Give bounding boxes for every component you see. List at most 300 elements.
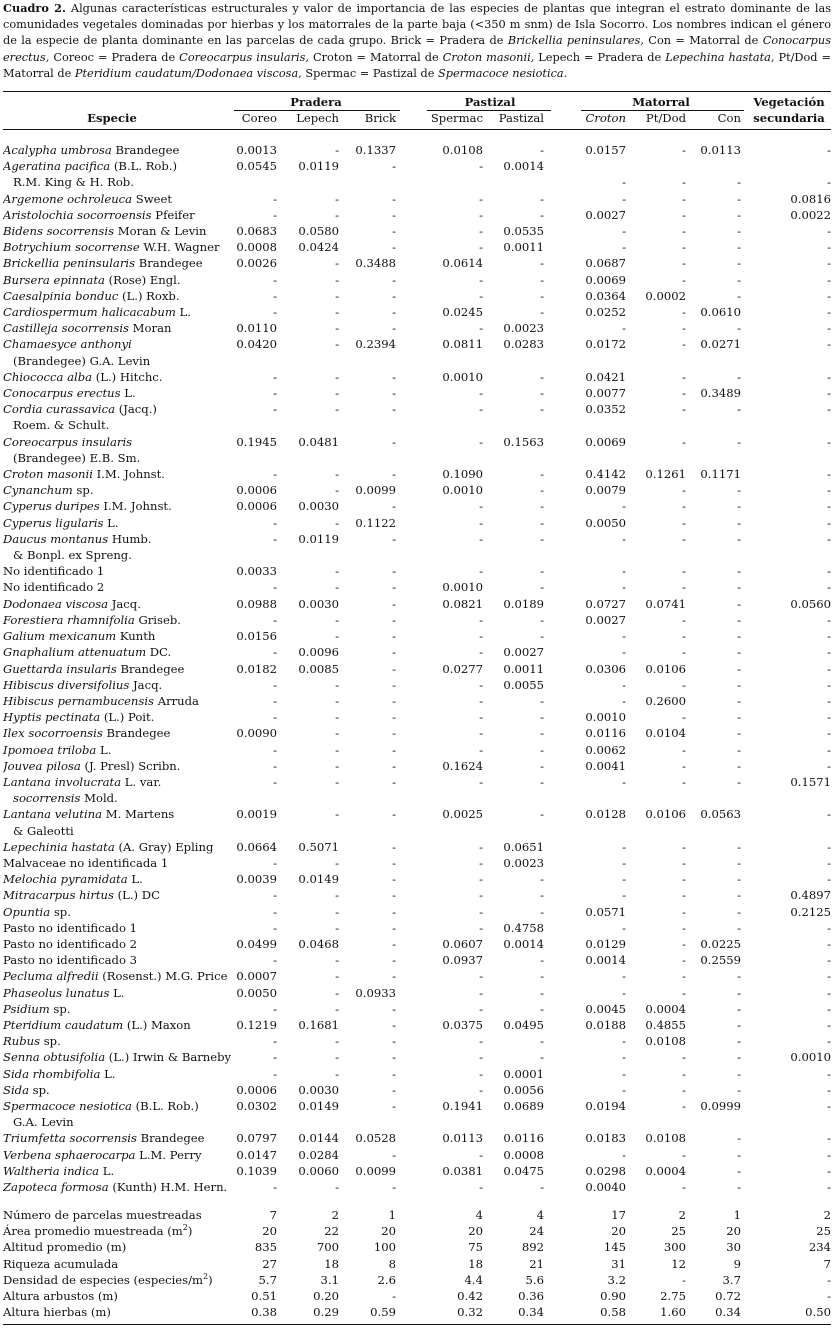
header-col-ptdod: Pt/Dod (645, 111, 686, 125)
summary-label-end: ) (187, 1224, 193, 1239)
value-cell: - (737, 693, 741, 708)
value-cell: 0.0610 (700, 305, 741, 320)
value-cell: - (622, 240, 626, 255)
table-row (3, 742, 831, 758)
value-cell: 0.0106 (645, 807, 686, 822)
value-cell: - (479, 985, 483, 1000)
species-genus: Gnaphalium attenuatum (3, 645, 147, 660)
empty-cell (235, 417, 277, 433)
value-cell: 0.0283 (503, 337, 544, 352)
value-cell: - (540, 742, 544, 757)
summary-value: 12 (671, 1256, 686, 1271)
species-authority: (L.) Maxon (123, 1017, 191, 1032)
value-cell: - (392, 920, 396, 935)
empty-cell (741, 353, 831, 369)
species-genus: Chiococca alba (3, 369, 93, 384)
value-cell: - (827, 969, 831, 984)
value-cell: - (622, 191, 626, 206)
species-genus: Galium mexicanum (3, 629, 117, 644)
caption-segment: Conocarpus erectus, (3, 34, 831, 64)
value-cell: 0.2125 (790, 904, 831, 919)
summary-label-sup: 2 (203, 1271, 209, 1281)
summary-value: - (682, 1272, 686, 1287)
species-name-continuation (3, 547, 235, 563)
species-authority: sp. (50, 904, 71, 919)
value-cell: - (479, 742, 483, 757)
species-name (3, 207, 235, 223)
table-row (3, 304, 831, 320)
value-cell: - (392, 272, 396, 287)
summary-value: 25 (671, 1224, 686, 1239)
empty-cell (741, 547, 831, 563)
value-cell (396, 174, 483, 190)
value-cell: - (682, 483, 686, 498)
value-cell: 0.0988 (236, 596, 277, 611)
species-authority: L. (96, 742, 112, 757)
value-cell: - (827, 564, 831, 579)
value-cell: - (479, 710, 483, 725)
value-cell: 0.0045 (585, 1001, 626, 1016)
table-row (3, 385, 831, 401)
value-cell: 0.0106 (645, 661, 686, 676)
value-cell: - (682, 207, 686, 222)
value-cell: - (479, 612, 483, 627)
empty-cell (277, 547, 339, 563)
value-cell: - (622, 629, 626, 644)
caption-segment: Coreocarpus insularis, (179, 50, 309, 64)
species-name (3, 531, 235, 547)
table-row (3, 920, 831, 936)
value-cell: 0.0096 (298, 645, 339, 660)
summary-value: 2 (823, 1208, 831, 1222)
value-cell: - (540, 288, 544, 303)
value-cell: - (335, 369, 339, 384)
value-cell: 0.0183 (585, 1131, 626, 1146)
species-name (3, 1082, 235, 1098)
species-authority: L. var. (121, 774, 162, 789)
value-cell: - (540, 256, 544, 271)
value-cell: - (479, 629, 483, 644)
value-cell: - (335, 985, 339, 1000)
value-cell: - (827, 807, 831, 822)
value-cell: 0.0025 (442, 807, 483, 822)
value-cell: - (622, 872, 626, 887)
value-cell: 0.0381 (442, 1163, 483, 1178)
species-authority: L. (175, 305, 191, 320)
value-cell: - (540, 807, 544, 822)
value-cell: - (682, 774, 686, 789)
value-cell: - (827, 1098, 831, 1113)
value-cell: - (392, 531, 396, 546)
summary-label-text: Riqueza acumulada (3, 1256, 119, 1271)
value-cell: - (622, 224, 626, 239)
value-cell: - (335, 904, 339, 919)
value-cell: - (273, 402, 277, 417)
summary-value: 2 (678, 1208, 686, 1222)
table-row (3, 369, 831, 385)
species-table (3, 142, 831, 1195)
empty-cell (339, 353, 396, 369)
summary-label (3, 1288, 235, 1304)
value-cell (741, 158, 831, 174)
value-cell: 0.1219 (236, 1017, 277, 1032)
species-name (3, 1066, 235, 1082)
summary-row (3, 1239, 831, 1255)
value-cell: - (540, 483, 544, 498)
species-name (3, 498, 235, 514)
value-cell: - (479, 531, 483, 546)
table-row (3, 1033, 831, 1049)
summary-value: 2 (331, 1208, 339, 1222)
species-authority: sp. (49, 1001, 71, 1016)
species-name (3, 985, 235, 1001)
value-cell: - (335, 564, 339, 579)
species-genus: Brickellia peninsularis (3, 256, 136, 271)
value-cell: 0.0116 (503, 1131, 544, 1146)
value-cell: - (682, 175, 686, 190)
header-col-con: Con (717, 111, 741, 125)
value-cell: - (737, 207, 741, 222)
value-cell: - (392, 774, 396, 789)
table-row (3, 401, 831, 417)
value-cell: - (827, 953, 831, 968)
species-authority-continuation (3, 354, 150, 368)
species-name (3, 369, 235, 385)
value-cell: - (335, 774, 339, 789)
value-cell: - (622, 1147, 626, 1162)
value-cell: - (682, 985, 686, 1000)
value-cell: - (335, 629, 339, 644)
value-cell: 0.0014 (503, 936, 544, 951)
value-cell: - (273, 888, 277, 903)
value-cell: 0.0108 (645, 1034, 686, 1049)
species-genus: Cyperus duripes (3, 499, 100, 514)
table-row (3, 191, 831, 207)
caption-label: Cuadro 2. (3, 1, 66, 15)
value-cell: 0.0468 (298, 936, 339, 951)
table-row (3, 207, 831, 223)
value-cell: - (273, 774, 277, 789)
value-cell: - (335, 920, 339, 935)
empty-cell (686, 547, 741, 563)
summary-row (3, 1223, 831, 1239)
caption-segment: Croton masonii, (442, 50, 535, 64)
value-cell: - (737, 661, 741, 676)
top-rule (3, 91, 831, 92)
summary-value: 4 (536, 1208, 544, 1222)
value-cell: - (827, 661, 831, 676)
empty-cell (396, 547, 483, 563)
value-cell: - (682, 499, 686, 514)
value-cell: - (273, 677, 277, 692)
value-cell: - (622, 855, 626, 870)
value-cell: 0.0816 (790, 191, 831, 206)
caption-segment: Spermac = Pastizal de (301, 66, 439, 80)
header-col-pastizal: Pastizal (498, 111, 544, 125)
species-genus: Forestiera rhamnifolia (3, 612, 135, 627)
species-name-continuation (3, 174, 235, 190)
table-row (3, 142, 831, 158)
value-cell: - (273, 904, 277, 919)
value-cell: - (392, 305, 396, 320)
value-cell: 0.0144 (298, 1131, 339, 1146)
species-name (3, 693, 235, 709)
value-cell: 0.0099 (355, 1163, 396, 1178)
value-cell: - (682, 1147, 686, 1162)
summary-label (3, 1239, 235, 1255)
value-cell: - (392, 1082, 396, 1097)
table-row (3, 758, 831, 774)
value-cell: 0.0821 (442, 596, 483, 611)
summary-value: 18 (324, 1256, 339, 1271)
species-name (3, 742, 235, 758)
value-cell: - (392, 693, 396, 708)
summary-value: 0.32 (457, 1305, 483, 1320)
value-cell (483, 174, 544, 190)
species-genus: Guettarda insularis (3, 661, 117, 676)
value-cell: - (540, 564, 544, 579)
summary-value: 835 (254, 1240, 277, 1255)
value-cell: - (682, 305, 686, 320)
value-cell: - (540, 531, 544, 546)
value-cell: - (479, 515, 483, 530)
value-cell (277, 174, 339, 190)
summary-value: - (827, 1289, 831, 1304)
species-name (3, 223, 235, 239)
value-cell: - (540, 985, 544, 1000)
value-cell: 0.0001 (503, 1066, 544, 1081)
value-cell: 0.0149 (298, 1098, 339, 1113)
empty-cell (277, 450, 339, 466)
species-authority: (A. Gray) Epling (114, 839, 214, 854)
species-genus: Coreocarpus insularis (3, 434, 133, 449)
summary-value: 18 (468, 1256, 483, 1271)
value-cell: - (335, 855, 339, 870)
value-cell: 0.0023 (503, 321, 544, 336)
value-cell: - (392, 936, 396, 951)
value-cell: - (737, 256, 741, 271)
value-cell: 0.4855 (645, 1017, 686, 1032)
caption-segment: Con = Matorral de (643, 34, 763, 48)
species-name (3, 385, 235, 401)
value-cell: - (392, 645, 396, 660)
caption-segment: Pteridium caudatum/Dodonaea viscosa, (74, 66, 302, 80)
table-row (3, 272, 831, 288)
value-cell: - (335, 742, 339, 757)
species-name (3, 304, 235, 320)
summary-value: 145 (603, 1240, 626, 1255)
value-cell: 0.0189 (503, 596, 544, 611)
value-cell (544, 158, 626, 174)
summary-row (3, 1288, 831, 1304)
value-cell: - (622, 920, 626, 935)
summary-value: 234 (808, 1240, 831, 1255)
value-cell: - (540, 758, 544, 773)
value-cell: - (479, 677, 483, 692)
table-row (3, 985, 831, 1001)
value-cell: - (335, 580, 339, 595)
species-authority: (J. Presl) Scribn. (80, 758, 181, 773)
table-row (3, 482, 831, 498)
value-cell: - (540, 1001, 544, 1016)
species-genus: Cynanchum (3, 483, 73, 498)
value-cell: - (392, 872, 396, 887)
value-cell: 0.0298 (585, 1163, 626, 1178)
value-cell: 0.2394 (355, 337, 396, 352)
value-cell: - (827, 288, 831, 303)
value-cell: - (622, 774, 626, 789)
summary-value: 0.36 (518, 1289, 544, 1304)
value-cell: 0.0495 (503, 1017, 544, 1032)
table-row (3, 1049, 831, 1065)
value-cell: - (737, 288, 741, 303)
value-cell: - (540, 515, 544, 530)
value-cell: - (827, 531, 831, 546)
value-cell: - (273, 1001, 277, 1016)
value-cell: 0.0689 (503, 1098, 544, 1113)
value-cell: - (622, 1082, 626, 1097)
value-cell: - (737, 1163, 741, 1178)
value-cell: - (392, 564, 396, 579)
species-genus: Daucus montanus (3, 531, 109, 546)
empty-cell (626, 417, 686, 433)
species-authority-tail: & Galeotti (13, 823, 74, 838)
value-cell: - (479, 1147, 483, 1162)
value-cell: - (392, 207, 396, 222)
species-label: No identificado 2 (3, 580, 105, 595)
species-authority: Jacq. (129, 677, 163, 692)
value-cell: - (827, 758, 831, 773)
value-cell: - (540, 499, 544, 514)
species-authority: Brandegee (111, 143, 180, 157)
summary-value: 2.6 (377, 1272, 396, 1287)
value-cell: - (540, 143, 544, 157)
value-cell: - (392, 1017, 396, 1032)
value-cell: - (737, 758, 741, 773)
table-row-continuation (3, 174, 831, 190)
species-authority: M. Martens (102, 807, 175, 822)
value-cell: - (682, 531, 686, 546)
value-cell: 0.1337 (355, 143, 396, 157)
species-genus: Lepechinia hastata (3, 839, 115, 854)
value-cell: - (392, 402, 396, 417)
value-cell: - (827, 369, 831, 384)
value-cell: - (737, 1001, 741, 1016)
value-cell: 0.0011 (503, 661, 544, 676)
summary-value: 1.60 (660, 1305, 686, 1320)
summary-value: 8 (388, 1256, 396, 1271)
value-cell: - (682, 1082, 686, 1097)
empty-cell (626, 823, 686, 839)
value-cell: - (335, 726, 339, 741)
value-cell: 0.0108 (645, 1131, 686, 1146)
value-cell: 0.0194 (585, 1098, 626, 1113)
value-cell: - (540, 272, 544, 287)
value-cell: - (682, 888, 686, 903)
empty-cell (741, 790, 831, 806)
summary-value: 0.38 (251, 1305, 277, 1320)
summary-value: 0.42 (457, 1289, 483, 1304)
value-cell: 0.0056 (503, 1082, 544, 1097)
value-cell: 0.1090 (442, 467, 483, 482)
value-cell: 0.0039 (236, 872, 277, 887)
value-cell: - (737, 710, 741, 725)
species-genus: Pteridium caudatum (3, 1017, 124, 1032)
value-cell: - (479, 207, 483, 222)
value-cell: 0.0027 (503, 645, 544, 660)
table-row-continuation (3, 1114, 831, 1130)
table-row (3, 936, 831, 952)
value-cell: 0.0687 (585, 256, 626, 271)
value-cell: 0.0306 (585, 661, 626, 676)
value-cell: - (392, 726, 396, 741)
summary-value: 20 (726, 1224, 741, 1239)
value-cell: - (682, 969, 686, 984)
value-cell: 0.0999 (700, 1098, 741, 1113)
value-cell: 0.0090 (236, 726, 277, 741)
species-authority: L. (100, 1066, 116, 1081)
summary-value: 5.7 (258, 1272, 277, 1287)
value-cell: - (479, 159, 483, 174)
value-cell: - (479, 1001, 483, 1016)
value-cell: 0.0030 (298, 1082, 339, 1097)
header-col-brick: Brick (364, 111, 396, 125)
value-cell: - (540, 1180, 544, 1194)
value-cell: 0.0113 (700, 143, 741, 157)
species-genus: Chamaesyce anthonyi (3, 337, 132, 352)
value-cell: 0.0014 (503, 159, 544, 174)
species-authority: Pfeifer (151, 207, 195, 222)
value-cell: - (479, 272, 483, 287)
value-cell: - (737, 774, 741, 789)
value-cell: - (392, 855, 396, 870)
value-cell: 0.0062 (585, 742, 626, 757)
value-cell: - (737, 483, 741, 498)
summary-label (3, 1256, 235, 1272)
empty-cell (544, 823, 626, 839)
value-cell: - (737, 515, 741, 530)
value-cell: 0.0119 (298, 531, 339, 546)
species-name-continuation (3, 353, 235, 369)
species-authority-tail: (Brandegee) G.A. Levin (13, 353, 151, 368)
value-cell: - (827, 612, 831, 627)
value-cell: 0.0157 (585, 143, 626, 157)
value-cell: 0.0006 (236, 483, 277, 498)
value-cell: - (827, 272, 831, 287)
species-authority: sp. (72, 483, 94, 498)
value-cell: - (737, 888, 741, 903)
value-cell: - (540, 969, 544, 984)
value-cell: - (540, 467, 544, 482)
summary-value: 1 (733, 1208, 741, 1222)
value-cell: - (827, 920, 831, 935)
species-genus: Sida rhombifolia (3, 1066, 101, 1081)
summary-value: 17 (611, 1208, 626, 1222)
value-cell: - (827, 872, 831, 887)
value-cell: 0.0614 (442, 256, 483, 271)
species-name-continuation (3, 450, 235, 466)
group-header-pastizal: Pastizal (464, 95, 516, 109)
value-cell: - (392, 596, 396, 611)
value-cell: - (827, 240, 831, 255)
table-row (3, 1163, 831, 1179)
value-cell: - (737, 1017, 741, 1032)
value-cell: - (737, 191, 741, 206)
species-name (3, 855, 235, 871)
value-cell: - (392, 369, 396, 384)
value-cell: 0.1039 (236, 1163, 277, 1178)
summary-value: 20 (611, 1224, 626, 1239)
